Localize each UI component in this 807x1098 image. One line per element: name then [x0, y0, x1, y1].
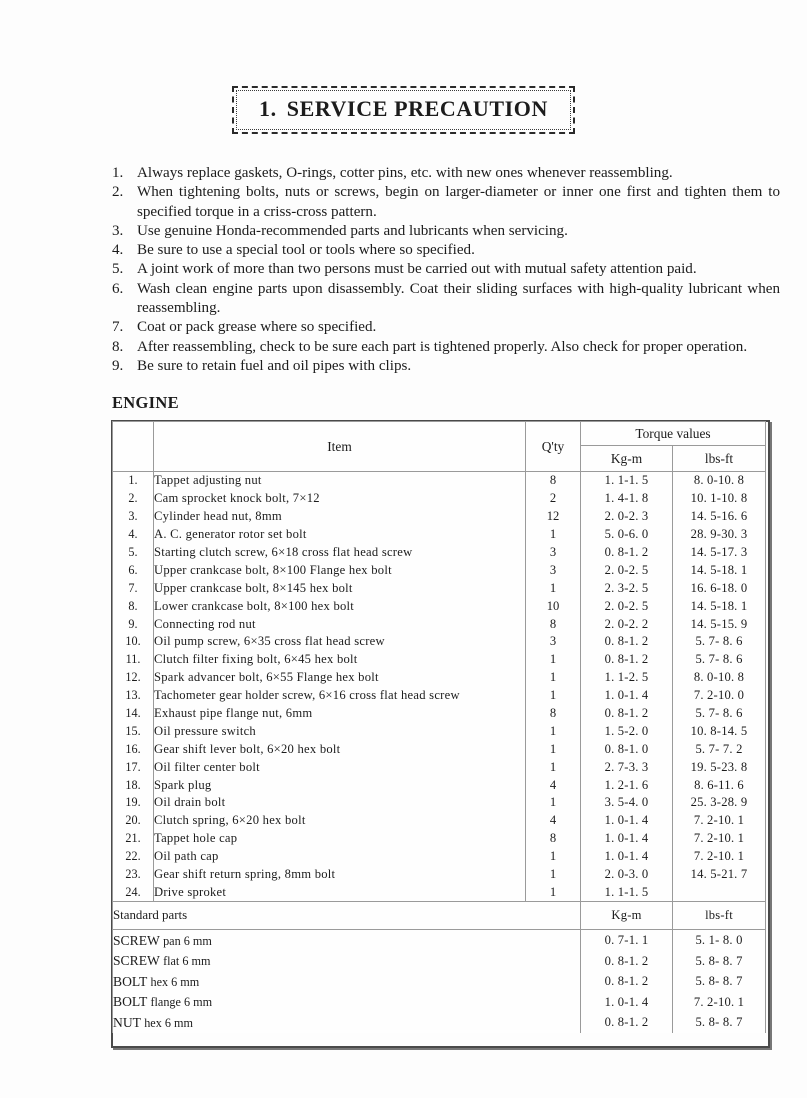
standard-parts-item-suffix: flat 6 mm — [163, 954, 211, 969]
row-lbsft: 14. 5-16. 6 — [673, 508, 766, 526]
row-kgm: 2. 3-2. 5 — [581, 579, 673, 597]
row-lbsft — [673, 883, 766, 901]
row-item: Tappet hole cap — [154, 830, 526, 848]
row-kgm: 2. 0-3. 0 — [581, 866, 673, 884]
row-lbsft: 7. 2-10. 1 — [673, 848, 766, 866]
row-kgm: 0. 8-1. 2 — [581, 651, 673, 669]
precaution-item — [112, 318, 780, 337]
precaution-item-number: 5. — [112, 261, 124, 278]
standard-parts-item — [113, 951, 581, 972]
standard-parts-item — [113, 992, 581, 1013]
row-lbsft: 5. 7- 8. 6 — [673, 633, 766, 651]
standard-parts-header-lbsft: lbs-ft — [673, 902, 766, 930]
row-qty: 8 — [526, 615, 581, 633]
precaution-item — [112, 241, 780, 260]
row-lbsft: 16. 6-18. 0 — [673, 579, 766, 597]
row-qty: 1 — [526, 794, 581, 812]
precaution-list — [112, 164, 780, 376]
precaution-item-text: Wash clean engine parts upon disassembly. Coat their sliding surfaces with high-quality lubricant when reassembling. — [137, 280, 780, 317]
row-lbsft: 8. 0-10. 8 — [673, 669, 766, 687]
row-qty: 1 — [526, 651, 581, 669]
row-item: A. C. generator rotor set bolt — [154, 526, 526, 544]
row-item: Spark advancer bolt, 6×55 Flange hex bolt — [154, 669, 526, 687]
row-kgm: 1. 0-1. 4 — [581, 848, 673, 866]
row-qty: 4 — [526, 776, 581, 794]
row-number: 16. — [113, 740, 154, 758]
row-kgm: 1. 2-1. 6 — [581, 776, 673, 794]
standard-parts-row — [113, 971, 766, 992]
table-row — [113, 776, 766, 794]
precaution-item-text: Always replace gaskets, O-rings, cotter pins, etc. with new ones whenever reassembling. — [137, 165, 673, 181]
row-qty: 12 — [526, 508, 581, 526]
row-kgm: 0. 8-1. 2 — [581, 705, 673, 723]
standard-parts-item-name: NUT — [113, 1014, 141, 1030]
row-kgm: 2. 0-2. 5 — [581, 597, 673, 615]
standard-parts-item-suffix: hex 6 mm — [150, 974, 200, 989]
precaution-item-text: Be sure to retain fuel and oil pipes with clips. — [137, 357, 412, 374]
row-kgm: 3. 5-4. 0 — [581, 794, 673, 812]
header-qty: Q'ty — [526, 422, 581, 472]
row-number: 14. — [113, 705, 154, 723]
row-number: 13. — [113, 687, 154, 705]
row-item: Lower crankcase bolt, 8×100 hex bolt — [154, 597, 526, 615]
precaution-item-number: 8. — [112, 338, 124, 355]
table-row — [113, 579, 766, 597]
header-item: Item — [154, 422, 526, 472]
row-item: Exhaust pipe flange nut, 6mm — [154, 705, 526, 723]
row-kgm: 1. 1-1. 5 — [581, 472, 673, 490]
standard-parts-item-suffix: flange 6 mm — [150, 995, 213, 1010]
row-number: 19. — [113, 794, 154, 812]
row-qty: 4 — [526, 812, 581, 830]
row-number: 1. — [113, 472, 154, 490]
row-lbsft: 7. 2-10. 0 — [673, 687, 766, 705]
header-torque-values: Torque values — [581, 422, 766, 446]
page-title-container — [0, 86, 807, 134]
standard-parts-item — [113, 971, 581, 992]
row-item: Gear shift return spring, 8mm bolt — [154, 866, 526, 884]
standard-parts-lbsft: 5. 1- 8. 0 — [673, 930, 766, 951]
row-lbsft: 8. 6-11. 6 — [673, 776, 766, 794]
standard-parts-header-kgm: Kg-m — [581, 902, 673, 930]
standard-parts-item-name: BOLT — [113, 973, 148, 989]
standard-parts-kgm: 0. 8-1. 2 — [581, 951, 673, 972]
row-item: Upper crankcase bolt, 8×100 Flange hex bolt — [154, 561, 526, 579]
row-kgm: 0. 8-1. 0 — [581, 740, 673, 758]
row-lbsft: 7. 2-10. 1 — [673, 812, 766, 830]
standard-parts-item — [113, 1012, 581, 1033]
row-item: Drive sproket — [154, 883, 526, 901]
row-kgm: 1. 0-1. 4 — [581, 812, 673, 830]
table-row — [113, 687, 766, 705]
standard-parts-header-row — [113, 902, 766, 930]
row-qty: 10 — [526, 597, 581, 615]
table-row — [113, 597, 766, 615]
standard-parts-row — [113, 930, 766, 951]
standard-parts-row — [113, 951, 766, 972]
row-number: 8. — [113, 597, 154, 615]
row-qty: 1 — [526, 740, 581, 758]
row-number: 15. — [113, 722, 154, 740]
precaution-item — [112, 357, 780, 376]
row-item: Oil filter center bolt — [154, 758, 526, 776]
standard-parts-row — [113, 1012, 766, 1033]
table-body — [113, 472, 766, 1033]
row-kgm: 1. 0-1. 4 — [581, 687, 673, 705]
precaution-item-text: Be sure to use a special tool or tools where so specified. — [137, 242, 475, 259]
row-kgm: 0. 8-1. 2 — [581, 544, 673, 562]
table-row — [113, 848, 766, 866]
table-row — [113, 526, 766, 544]
row-lbsft: 7. 2-10. 1 — [673, 830, 766, 848]
row-qty: 1 — [526, 758, 581, 776]
standard-parts-item-suffix: pan 6 mm — [163, 933, 212, 948]
row-item: Tappet adjusting nut — [154, 472, 526, 490]
row-qty: 1 — [526, 579, 581, 597]
row-number: 24. — [113, 883, 154, 901]
table-row — [113, 544, 766, 562]
row-qty: 3 — [526, 544, 581, 562]
row-lbsft: 19. 5-23. 8 — [673, 758, 766, 776]
row-number: 20. — [113, 812, 154, 830]
row-number: 18. — [113, 776, 154, 794]
standard-parts-kgm: 1. 0-1. 4 — [581, 992, 673, 1013]
row-kgm: 0. 8-1. 2 — [581, 633, 673, 651]
row-number: 2. — [113, 490, 154, 508]
header-blank — [113, 422, 154, 472]
row-number: 5. — [113, 544, 154, 562]
row-kgm: 1. 4-1. 8 — [581, 490, 673, 508]
precaution-item-number: 3. — [112, 222, 124, 239]
row-qty: 1 — [526, 848, 581, 866]
row-lbsft: 14. 5-15. 9 — [673, 615, 766, 633]
standard-parts-item — [113, 930, 581, 951]
table-row — [113, 794, 766, 812]
row-number: 12. — [113, 669, 154, 687]
row-number: 11. — [113, 651, 154, 669]
row-lbsft: 10. 1-10. 8 — [673, 490, 766, 508]
row-kgm: 2. 7-3. 3 — [581, 758, 673, 776]
row-kgm: 1. 5-2. 0 — [581, 722, 673, 740]
row-item: Oil drain bolt — [154, 794, 526, 812]
precaution-item-text: A joint work of more than two persons must be carried out with mutual safety attention paid. — [137, 261, 697, 278]
row-item: Oil pump screw, 6×35 cross flat head screw — [154, 633, 526, 651]
row-qty: 8 — [526, 705, 581, 723]
row-kgm: 2. 0-2. 3 — [581, 508, 673, 526]
row-lbsft: 10. 8-14. 5 — [673, 722, 766, 740]
row-lbsft: 28. 9-30. 3 — [673, 526, 766, 544]
row-lbsft: 5. 7- 8. 6 — [673, 705, 766, 723]
precaution-item — [112, 222, 780, 241]
precaution-item-text: After reassembling, check to be sure each part is tightened properly. Also check for proper operation. — [137, 338, 748, 355]
row-number: 3. — [113, 508, 154, 526]
standard-parts-kgm: 0. 8-1. 2 — [581, 1012, 673, 1033]
standard-parts-item-name: SCREW — [113, 932, 160, 948]
table-row — [113, 490, 766, 508]
standard-parts-row — [113, 992, 766, 1013]
standard-parts-label: Standard parts — [113, 902, 581, 930]
standard-parts-kgm: 0. 8-1. 2 — [581, 971, 673, 992]
table-row — [113, 705, 766, 723]
table-row — [113, 830, 766, 848]
row-qty: 1 — [526, 687, 581, 705]
standard-parts-lbsft: 5. 8- 8. 7 — [673, 951, 766, 972]
precaution-item-number: 6. — [112, 280, 124, 297]
row-lbsft: 14. 5-17. 3 — [673, 544, 766, 562]
standard-parts-item-suffix: hex 6 mm — [144, 1015, 193, 1030]
table-row — [113, 651, 766, 669]
row-number: 9. — [113, 615, 154, 633]
page-title-number: 1. — [259, 96, 277, 121]
section-heading-engine: ENGINE — [112, 393, 179, 412]
precaution-item — [112, 338, 780, 357]
row-qty: 1 — [526, 883, 581, 901]
row-lbsft: 8. 0-10. 8 — [673, 472, 766, 490]
row-item: Tachometer gear holder screw, 6×16 cross flat head screw — [154, 687, 526, 705]
row-number: 21. — [113, 830, 154, 848]
row-lbsft: 25. 3-28. 9 — [673, 794, 766, 812]
table-row — [113, 472, 766, 490]
row-number: 7. — [113, 579, 154, 597]
row-item: Oil pressure switch — [154, 722, 526, 740]
row-item: Connecting rod nut — [154, 615, 526, 633]
row-number: 23. — [113, 866, 154, 884]
table-row — [113, 883, 766, 901]
table-row — [113, 740, 766, 758]
table-row — [113, 561, 766, 579]
precaution-item-number: 7. — [112, 319, 124, 336]
row-item: Cylinder head nut, 8mm — [154, 508, 526, 526]
standard-parts-item-name: SCREW — [113, 953, 160, 969]
row-kgm: 2. 0-2. 5 — [581, 561, 673, 579]
precaution-item-number: 4. — [112, 242, 124, 259]
row-item: Cam sprocket knock bolt, 7×12 — [154, 490, 526, 508]
row-qty: 2 — [526, 490, 581, 508]
standard-parts-lbsft: 5. 8- 8. 7 — [673, 1012, 766, 1033]
row-number: 6. — [113, 561, 154, 579]
precaution-item-text: Coat or pack grease where so specified. — [137, 319, 377, 336]
standard-parts-kgm: 0. 7-1. 1 — [581, 930, 673, 951]
row-kgm: 2. 0-2. 2 — [581, 615, 673, 633]
row-kgm: 5. 0-6. 0 — [581, 526, 673, 544]
precaution-item-number: 2. — [112, 184, 124, 201]
row-qty: 1 — [526, 669, 581, 687]
precaution-item-number: 9. — [112, 357, 124, 374]
row-number: 22. — [113, 848, 154, 866]
row-qty: 8 — [526, 830, 581, 848]
table-row — [113, 615, 766, 633]
precaution-item — [112, 280, 780, 319]
precaution-item — [112, 260, 780, 279]
table-row — [113, 812, 766, 830]
row-number: 10. — [113, 633, 154, 651]
row-qty: 1 — [526, 722, 581, 740]
standard-parts-item-name: BOLT — [113, 994, 148, 1010]
row-qty: 1 — [526, 526, 581, 544]
table-header — [113, 422, 766, 472]
page-title — [237, 91, 570, 129]
row-qty: 1 — [526, 866, 581, 884]
page-title-text: SERVICE PRECAUTION — [286, 96, 548, 121]
table-row — [113, 633, 766, 651]
row-qty: 3 — [526, 633, 581, 651]
row-item: Oil path cap — [154, 848, 526, 866]
header-kgm: Kg-m — [581, 446, 673, 472]
row-item: Spark plug — [154, 776, 526, 794]
row-qty: 8 — [526, 472, 581, 490]
row-number: 4. — [113, 526, 154, 544]
precaution-item-text: When tightening bolts, nuts or screws, begin on larger-diameter or inner one first and tighten them to specified torque in a criss-cross pattern. — [137, 184, 780, 220]
row-item: Upper crankcase bolt, 8×145 hex bolt — [154, 579, 526, 597]
row-kgm: 1. 1-2. 5 — [581, 669, 673, 687]
header-lbsft: lbs-ft — [673, 446, 766, 472]
torque-values-table — [112, 421, 766, 1033]
row-lbsft: 14. 5-18. 1 — [673, 561, 766, 579]
row-qty: 3 — [526, 561, 581, 579]
table-row — [113, 508, 766, 526]
row-number: 17. — [113, 758, 154, 776]
row-lbsft: 14. 5-18. 1 — [673, 597, 766, 615]
precaution-item-text: Use genuine Honda-recommended parts and lubricants when servicing. — [137, 222, 568, 239]
precaution-item-number: 1. — [112, 165, 124, 181]
title-decorative-frame — [232, 86, 575, 134]
row-item: Clutch filter fixing bolt, 6×45 hex bolt — [154, 651, 526, 669]
precaution-item — [112, 183, 780, 222]
table-row — [113, 669, 766, 687]
row-lbsft: 5. 7- 7. 2 — [673, 740, 766, 758]
table-row — [113, 866, 766, 884]
standard-parts-lbsft: 7. 2-10. 1 — [673, 992, 766, 1013]
row-item: Gear shift lever bolt, 6×20 hex bolt — [154, 740, 526, 758]
precaution-item — [112, 164, 780, 183]
row-kgm: 1. 0-1. 4 — [581, 830, 673, 848]
row-item: Clutch spring, 6×20 hex bolt — [154, 812, 526, 830]
table-row — [113, 722, 766, 740]
standard-parts-lbsft: 5. 8- 8. 7 — [673, 971, 766, 992]
row-lbsft: 5. 7- 8. 6 — [673, 651, 766, 669]
table-row — [113, 758, 766, 776]
row-item: Starting clutch screw, 6×18 cross flat head screw — [154, 544, 526, 562]
row-lbsft: 14. 5-21. 7 — [673, 866, 766, 884]
row-kgm: 1. 1-1. 5 — [581, 883, 673, 901]
